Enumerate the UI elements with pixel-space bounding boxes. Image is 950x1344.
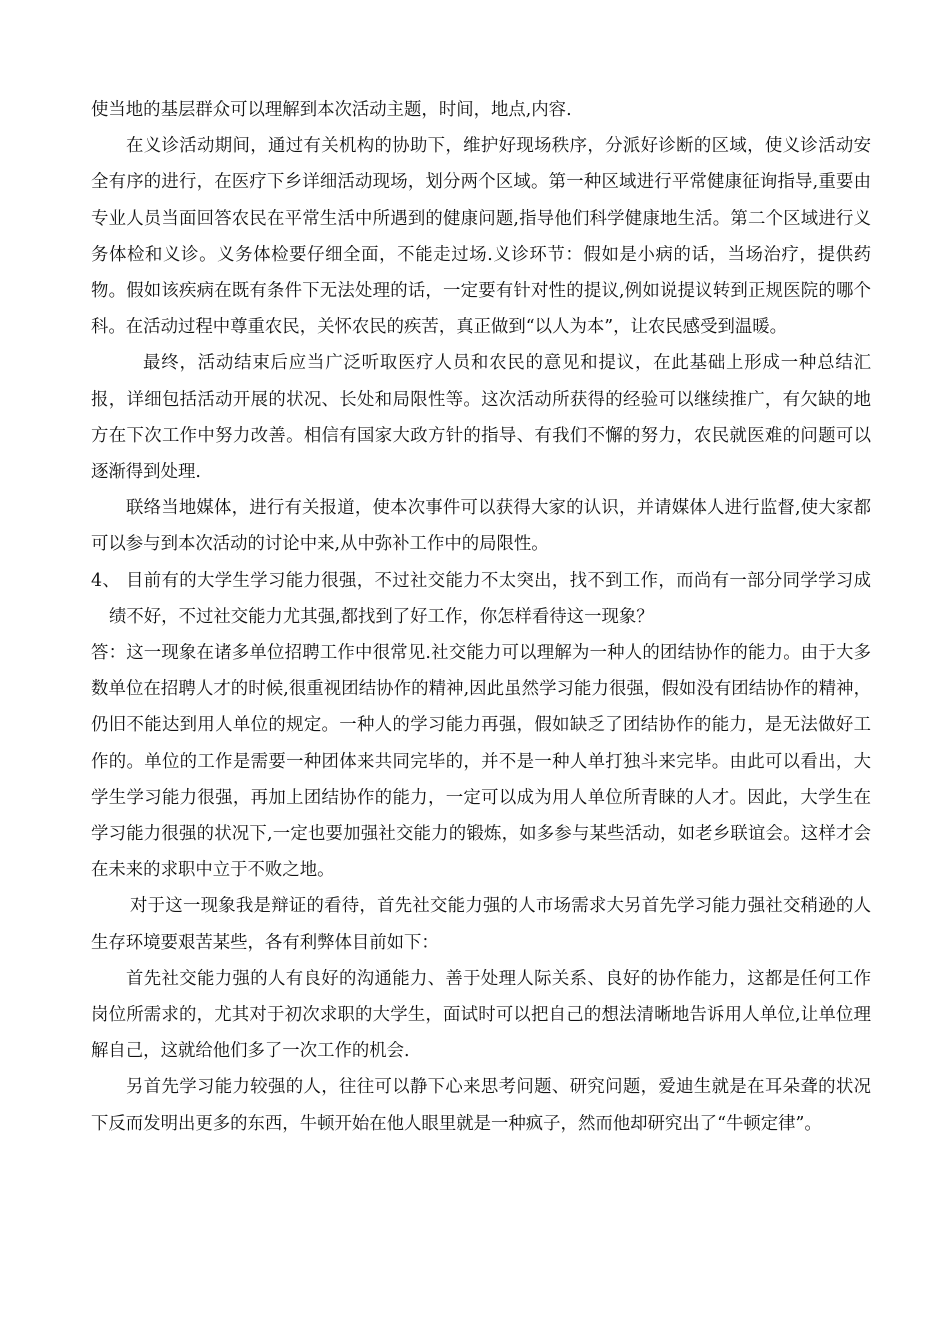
question-4: 4、 目前有的大学生学习能力很强，不过社交能力不太突出，找不到工作，而尚有一部分同学学习成绩不好，不过社交能力尤其强,都找到了好工作，你怎样看待这一现象？ (91, 570, 871, 627)
paragraph-summary-report: 最终，活动结束后应当广泛听取医疗人员和农民的意见和提议，在此基础上形成一种总结汇报，详细包括活动开展的状况、长处和局限性等。这次活动所获得的经验可以继续推广，有欠缺的地方在下次工作中努力改善。相信有国家大政方针的指导、有我们不懈的努力，农民就医难的问题可以逐渐得到处理. (91, 353, 871, 483)
paragraph-media-contact: 联络当地媒体，进行有关报道，使本次事件可以获得大家的认识，并请媒体人进行监督,使大家都可以参与到本次活动的讨论中来,从中弥补工作中的局限性。 (91, 498, 871, 555)
paragraph-social-ability: 首先社交能力强的人有良好的沟通能力、善于处理人际关系、良好的协作能力，这都是任何工作岗位所需求的，尤其对于初次求职的大学生，面试时可以把自己的想法清晰地告诉用人单位,让单位理解自己，这就给他们多了一次工作的机会. (91, 968, 871, 1062)
paragraph-intro-continuation: 使当地的基层群众可以理解到本次活动主题，时间，地点,内容. (91, 100, 572, 120)
document-body (91, 92, 871, 1142)
answer-paragraph: 答：这一现象在诸多单位招聘工作中很常见.社交能力可以理解为一种人的团结协作的能力。由于大多数单位在招聘人才的时候,很重视团结协作的精神,因此虽然学习能力很强，假如没有团结协作的精神，仍旧不能达到用人单位的规定。一种人的学习能力再强，假如缺乏了团结协作的能力，是无法做好工作的。单位的工作是需要一种团体来共同完毕的，并不是一种人单打独斗来完毕。由此可以看出，大学生学习能力很强，再加上团结协作的能力，一定可以成为用人单位所青睐的人才。因此，大学生在学习能力很强的状况下,一定也要加强社交能力的锻炼，如多参与某些活动，如老乡联谊会。这样才会在未来的求职中立于不败之地。 (91, 643, 871, 881)
paragraph-dialectical-view: 对于这一现象我是辩证的看待，首先社交能力强的人市场需求大另首先学习能力强社交稍逊的人生存环境要艰苦某些，各有利弊体目前如下： (91, 896, 871, 953)
paragraph-clinic-activity: 在义诊活动期间，通过有关机构的协助下，维护好现场秩序，分派好诊断的区域，使义诊活动安全有序的进行，在医疗下乡详细活动现场，划分两个区域。第一种区域进行平常健康征询指导,重要由专业人员当面回答农民在平常生活中所遇到的健康问题,指导他们科学健康地生活。第二个区域进行义务体检和义诊。义务体检要仔细全面，不能走过场.义诊环节：假如是小病的话，当场治疗，提供药物。假如该疾病在既有条件下无法处理的话，一定要有针对性的提议,例如说提议转到正规医院的哪个科。在活动过程中尊重农民，关怀农民的疾苦，真正做到“以人为本”，让农民感受到温暖。 (91, 136, 871, 338)
paragraph-learning-ability: 另首先学习能力较强的人，往往可以静下心来思考问题、研究问题，爱迪生就是在耳朵聋的状况下反而发明出更多的东西，牛顿开始在他人眼里就是一种疯子，然而他却研究出了“牛顿定律”。 (91, 1077, 871, 1134)
